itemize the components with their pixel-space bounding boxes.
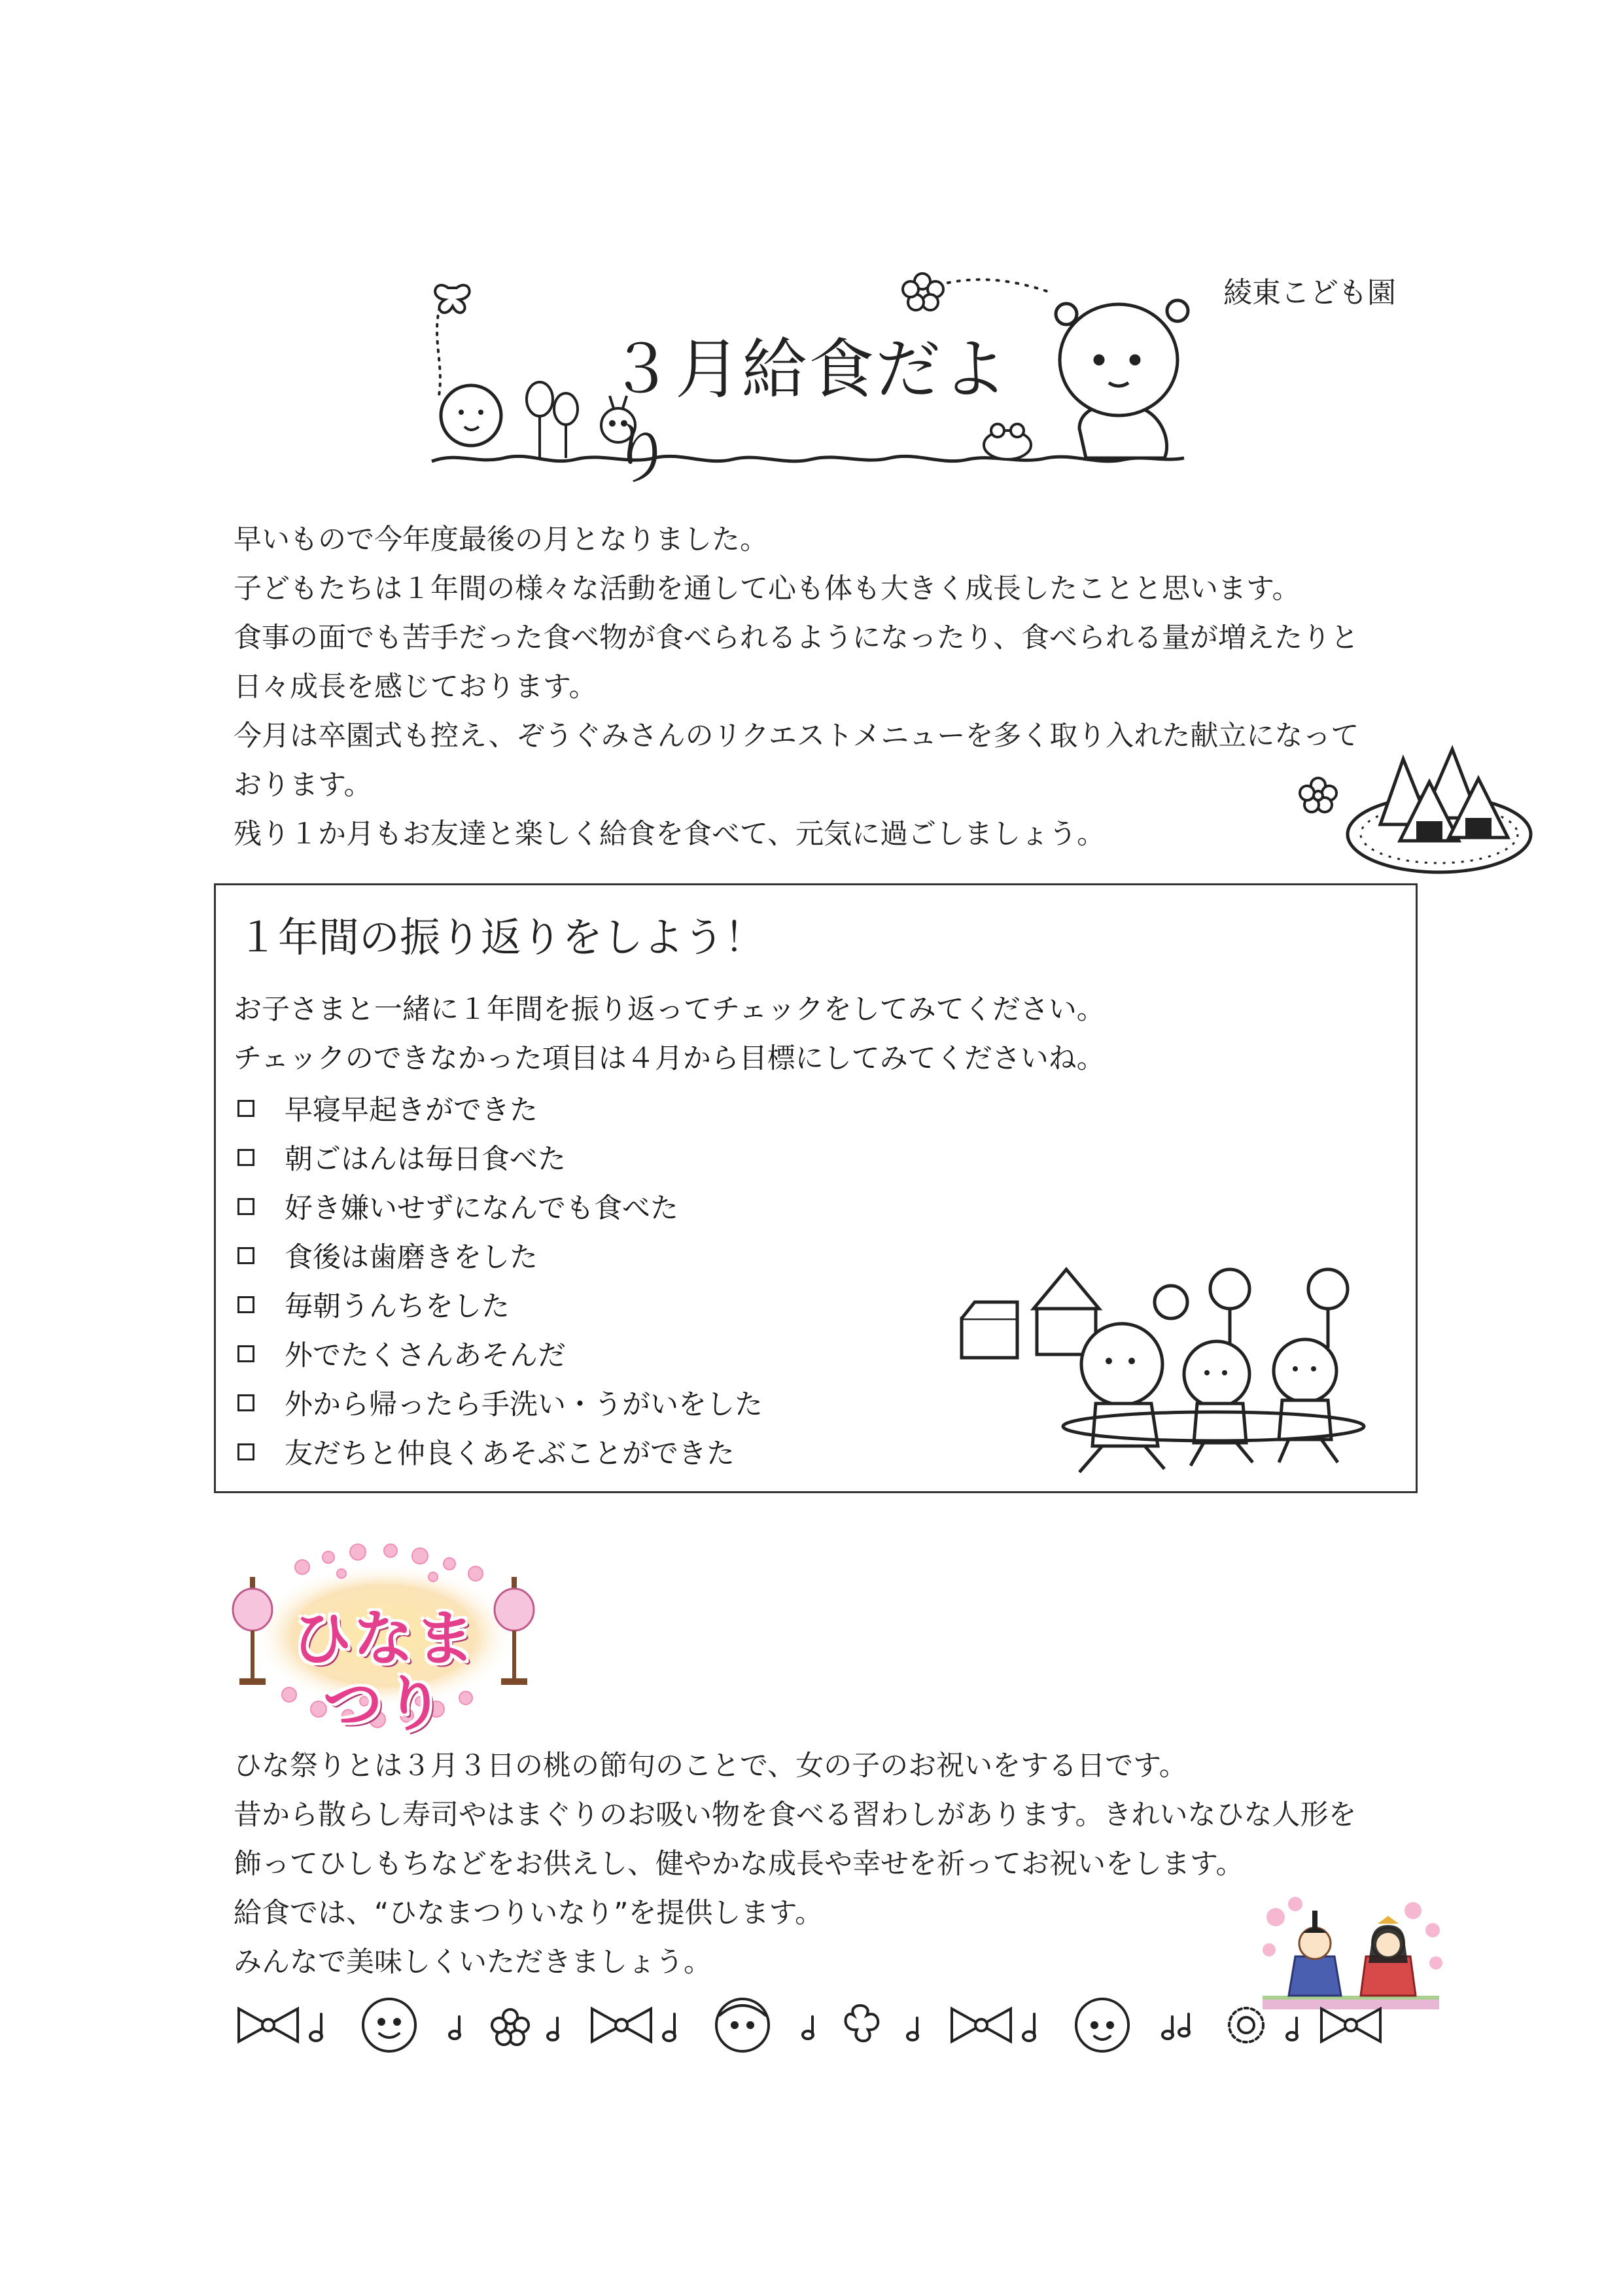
flower-icon bbox=[846, 2005, 879, 2041]
checklist-item-label: 食後は歯磨きをした bbox=[285, 1241, 538, 1274]
ribbon-icon bbox=[592, 2009, 651, 2041]
checklist-item-label: 朝ごはんは毎日食べた bbox=[285, 1143, 566, 1176]
hinamatsuri-line: 飾ってひしもちなどをお供えし、健やかな成長や幸せを祈ってお祝いをします。 bbox=[234, 1848, 1244, 1881]
checklist-item[interactable] bbox=[234, 1084, 1084, 1133]
ribbon-icon bbox=[239, 2009, 298, 2041]
newsletter-title: ３月給食だより bbox=[608, 331, 1009, 493]
checklist-item[interactable] bbox=[234, 1182, 1084, 1231]
butterfly-icon bbox=[435, 285, 469, 313]
intro-line: 日々成長を感じております。 bbox=[234, 671, 597, 703]
checkbox[interactable] bbox=[237, 1394, 254, 1411]
music-note-icon bbox=[1023, 2014, 1035, 2041]
review-description bbox=[234, 985, 1398, 1084]
checklist-item-label: 早寝早起きができた bbox=[285, 1094, 538, 1127]
intro-paragraph bbox=[234, 516, 1411, 859]
intro-line: おります。 bbox=[234, 769, 372, 802]
checkbox[interactable] bbox=[237, 1247, 254, 1264]
checkbox[interactable] bbox=[237, 1100, 254, 1117]
ribbon-icon bbox=[1321, 2009, 1380, 2041]
intro-line: 食事の面でも苦手だった食べ物が食べられるようになったり、食べられる量が増えたりと bbox=[234, 622, 1359, 654]
checklist-item-label: 友だちと仲良くあそぶことができた bbox=[285, 1438, 735, 1470]
review-desc-line: チェックのできなかった項目は４月から目標にしてみてくださいね。 bbox=[234, 1042, 1105, 1075]
music-note-icon bbox=[310, 2014, 322, 2041]
flower-icon bbox=[903, 274, 943, 310]
review-heading: １年間の振り返りをしよう！ bbox=[237, 913, 765, 961]
checklist-item-label: 毎朝うんちをした bbox=[285, 1290, 510, 1323]
checklist-item[interactable] bbox=[234, 1133, 1084, 1182]
hinamatsuri-logo-text: ひなまつり bbox=[291, 1604, 476, 1739]
intro-line: 残り１か月もお友達と楽しく給食を食べて、元気に過ごしましょう。 bbox=[234, 818, 1106, 851]
checklist-item-label: 外から帰ったら手洗い・うがいをした bbox=[285, 1388, 763, 1421]
music-note-icon bbox=[1162, 2014, 1189, 2039]
flower-icon bbox=[1300, 778, 1336, 812]
child-face-icon bbox=[441, 385, 501, 446]
music-note-icon bbox=[663, 2014, 675, 2041]
intro-line: 早いもので今年度最後の月となりました。 bbox=[234, 523, 768, 556]
rice-ball-plate-icon bbox=[1282, 720, 1544, 883]
checkbox[interactable] bbox=[237, 1443, 254, 1460]
checklist-item-label: 好き嫌いせずになんでも食べた bbox=[285, 1192, 678, 1225]
checkbox[interactable] bbox=[237, 1198, 254, 1215]
hinamatsuri-paragraph bbox=[234, 1742, 1411, 1987]
review-desc-line: お子さまと一緒に１年間を振り返ってチェックをしてみてください。 bbox=[234, 993, 1105, 1026]
music-note-icon bbox=[548, 2018, 558, 2040]
intro-line: 今月は卒園式も控え、ぞうぐみさんのリクエストメニューを多く取り入れた献立になって bbox=[234, 720, 1359, 752]
music-note-icon bbox=[1287, 2018, 1297, 2040]
children-playing-icon bbox=[955, 1256, 1400, 1479]
flower-icon bbox=[1229, 2008, 1263, 2042]
child-face-icon bbox=[1056, 300, 1188, 458]
hinamatsuri-line: 給食では、“ひなまつりいなり”を提供します。 bbox=[234, 1897, 824, 1930]
music-note-icon bbox=[907, 2018, 918, 2040]
child-face-icon bbox=[363, 1999, 415, 2051]
music-note-icon bbox=[803, 2017, 813, 2039]
checkbox[interactable] bbox=[237, 1149, 254, 1166]
ribbon-icon bbox=[952, 2009, 1011, 2041]
decorative-border bbox=[232, 1989, 1397, 2061]
hinamatsuri-line: みんなで美味しくいただきましょう。 bbox=[234, 1946, 712, 1979]
school-name: 綾東こども園 bbox=[1223, 276, 1396, 309]
intro-line: 子どもたちは１年間の様々な活動を通して心も体も大きく成長したことと思います。 bbox=[234, 573, 1300, 605]
hinamatsuri-line: ひな祭りとは３月３日の桃の節句のことで、女の子のお祝いをする日です。 bbox=[234, 1750, 1187, 1782]
checklist-item-label: 外でたくさんあそんだ bbox=[285, 1339, 566, 1372]
checkbox[interactable] bbox=[237, 1296, 254, 1313]
hinamatsuri-logo bbox=[230, 1538, 538, 1739]
child-face-icon bbox=[716, 1999, 769, 2051]
music-note-icon bbox=[449, 2017, 460, 2039]
child-face-icon bbox=[1076, 1999, 1128, 2051]
hinamatsuri-line: 昔から散らし寿司やはまぐりのお吸い物を食べる習わしがあります。きれいなひな人形を bbox=[234, 1799, 1357, 1831]
flower-icon bbox=[492, 2009, 529, 2045]
checkbox[interactable] bbox=[237, 1345, 254, 1362]
